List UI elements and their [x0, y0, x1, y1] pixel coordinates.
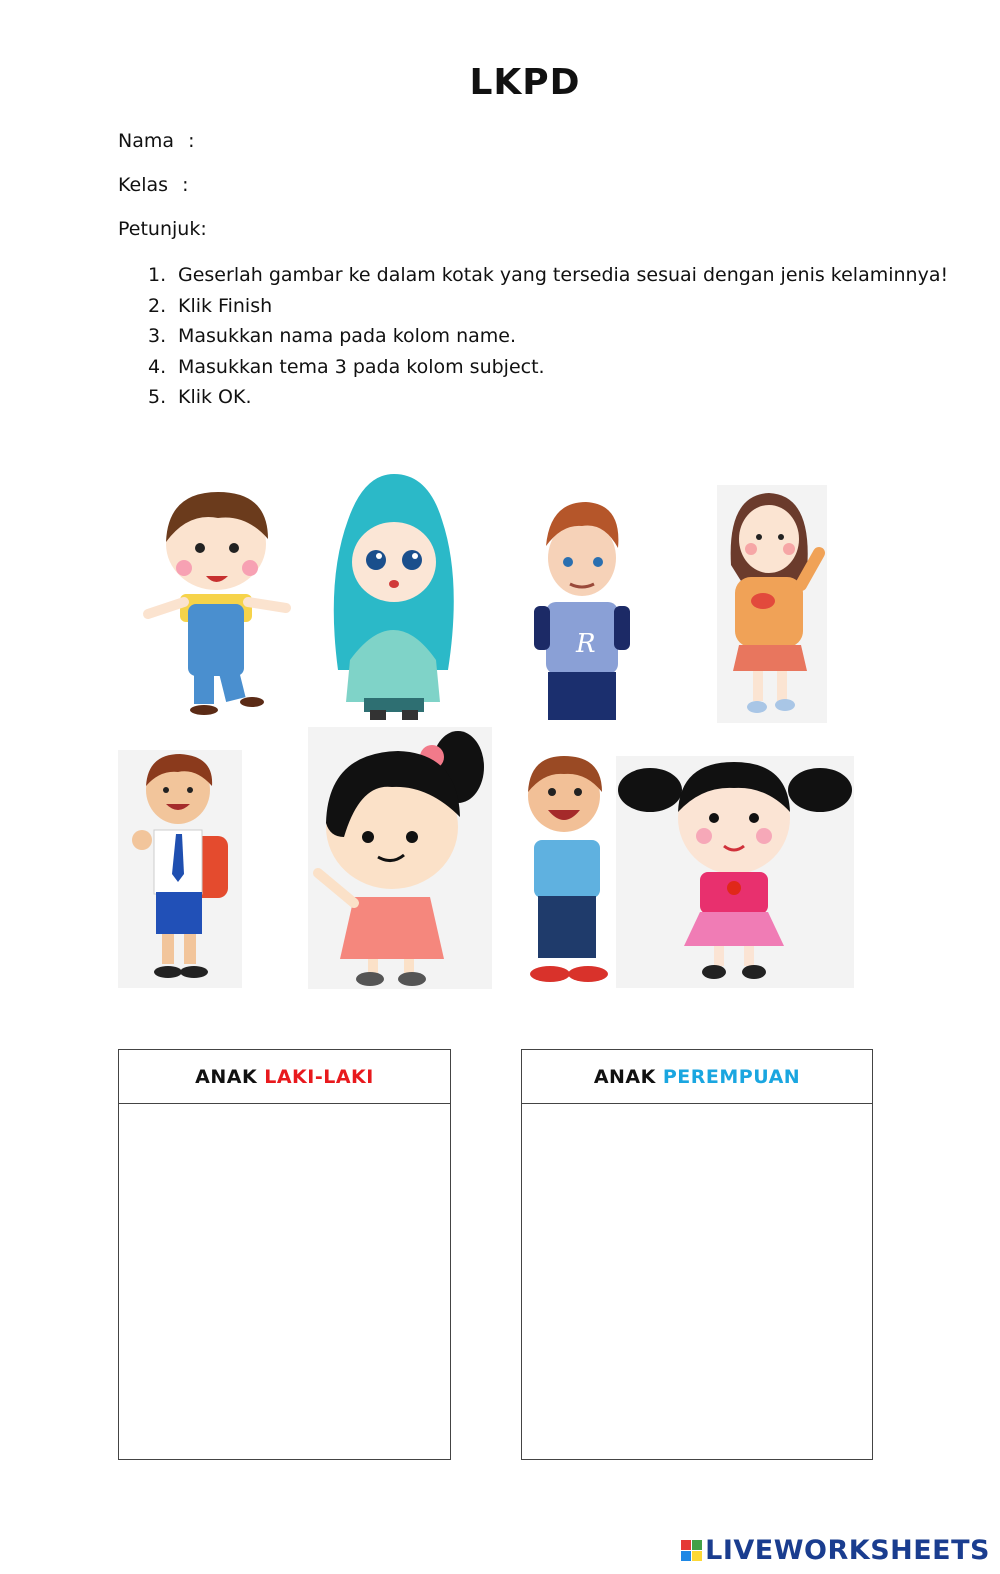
girl-hijab-picture[interactable]	[324, 470, 462, 722]
class-label: Kelas	[118, 174, 169, 196]
boys-box-header	[119, 1050, 450, 1104]
liveworksheets-logo	[681, 1535, 990, 1566]
class-colon: :	[182, 174, 189, 196]
instruction-item: 4. Masukkan tema 3 pada kolom subject.	[148, 355, 545, 378]
girls-box-label: PEREMPUAN	[662, 1065, 801, 1088]
boy-r-shirt-picture[interactable]	[530, 496, 634, 724]
instructions-heading: Petunjuk:	[118, 218, 207, 240]
boy-overalls-picture[interactable]	[118, 484, 308, 722]
girl-pigtails-picture[interactable]	[616, 756, 854, 988]
name-colon: :	[188, 130, 195, 152]
girls-drop-box	[521, 1049, 873, 1460]
instructions-list	[148, 260, 948, 413]
svg-text:R: R	[576, 629, 596, 659]
schoolboy-backpack-picture[interactable]	[118, 750, 242, 988]
instruction-item: 1. Geserlah gambar ke dalam kotak yang tersedia sesuai dengan jenis kelaminnya!	[148, 264, 949, 287]
instruction-item: 3. Masukkan nama pada kolom name.	[148, 325, 517, 348]
liveworksheets-logo-text: LIVEWORKSHEETS	[705, 1535, 990, 1566]
boys-box-label: LAKI-LAKI	[264, 1065, 374, 1088]
boys-box-prefix: ANAK	[195, 1065, 258, 1088]
liveworksheets-logo-icon	[681, 1540, 702, 1561]
boys-drop-box	[118, 1049, 451, 1460]
girl-ponytail-picture[interactable]	[308, 727, 492, 989]
boys-drop-zone[interactable]	[119, 1104, 450, 1459]
class-field	[118, 174, 188, 196]
girl-orange-sweater-picture[interactable]	[717, 485, 827, 723]
name-label: Nama	[118, 130, 175, 152]
girls-box-prefix: ANAK	[593, 1065, 656, 1088]
worksheet-title: LKPD	[469, 62, 581, 103]
boy-laughing-picture[interactable]	[514, 752, 618, 988]
instruction-item: 5. Klik OK.	[148, 386, 252, 409]
girls-box-header	[522, 1050, 872, 1104]
girls-drop-zone[interactable]	[522, 1104, 872, 1459]
instruction-item: 2. Klik Finish	[148, 294, 273, 317]
name-field	[118, 130, 194, 152]
